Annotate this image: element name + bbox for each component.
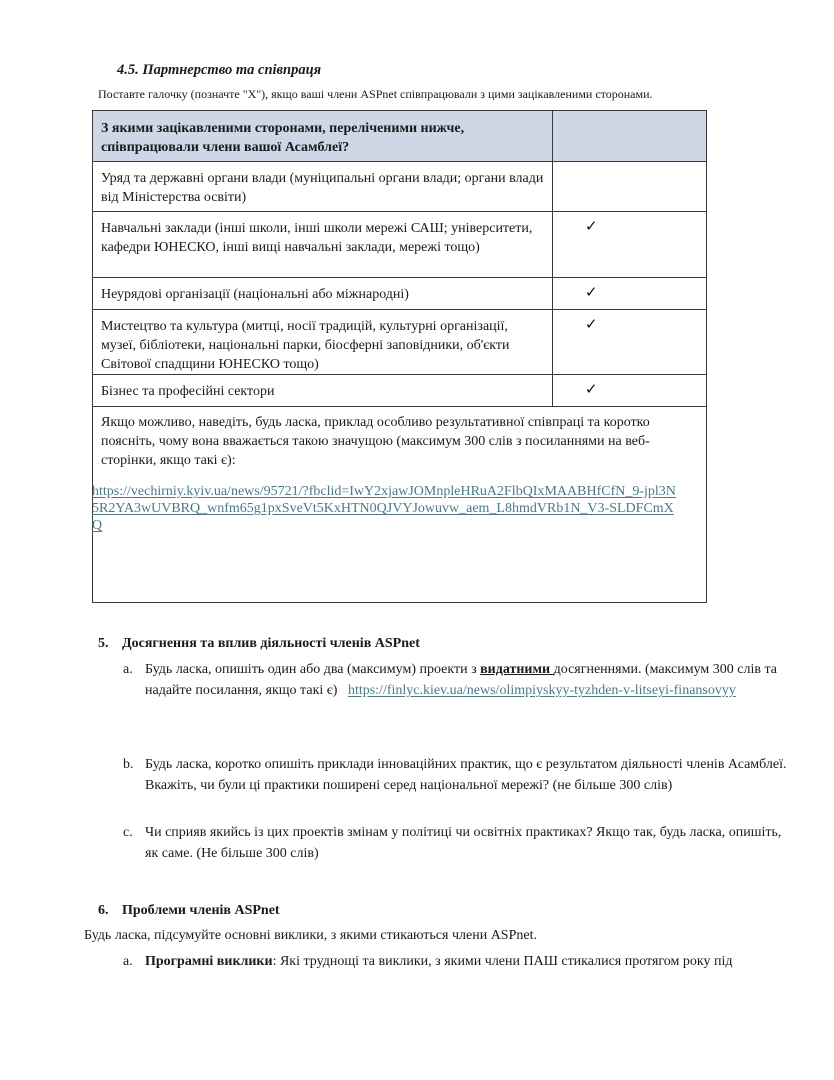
stakeholder-label: Мистецтво та культура (митці, носії традицій, культурні організації, музеї, бібліотеки, національні парки, біосферні заповідники, об'єкти Світової спадщини ЮНЕСКО тощо) <box>93 310 553 374</box>
table-row <box>93 375 706 407</box>
section-5-number: 5. <box>98 636 109 651</box>
stakeholder-label: Уряд та державні органи влади (муніципальні органи влади; органи влади від Міністерства освіти) <box>93 162 553 211</box>
item-text-after: досягненнями. (максимум 300 слів та надайте посилання, якщо такі є) <box>145 662 777 698</box>
item-label: a. <box>123 954 133 969</box>
section-4-5-title: 4.5. Партнерство та співпраця <box>117 62 322 78</box>
section-5-item-a <box>123 659 785 701</box>
item-emphasis: видатними <box>480 662 554 677</box>
section-5-title: Досягнення та вплив діяльності членів ASPnet <box>122 636 420 651</box>
check-cell[interactable] <box>553 375 706 406</box>
achievement-link[interactable]: https://finlyc.kiev.ua/news/olimpiyskyy-tyzhden-v-litseyi-finansovyy <box>347 683 736 698</box>
item-label: a. <box>123 662 133 677</box>
section-5-heading <box>98 636 420 652</box>
collaboration-example-cell[interactable] <box>93 407 706 602</box>
item-text: Будь ласка, коротко опишіть приклади інноваційних практик, що є результатом діяльності членів Асамблеї. Вкажіть, чи були ці практики поширені серед національної мережі? (не більше 300 слів) <box>145 757 787 793</box>
item-text: Чи сприяв якийсь із цих проектів змінам у політиці чи освітніх практиках? Якщо так, будь ласка, опишіть, як саме. (Не більше 300 слів) <box>145 825 782 861</box>
table-row <box>93 278 706 310</box>
section-5-item-c <box>123 822 785 864</box>
check-cell[interactable] <box>553 212 706 277</box>
table-row <box>93 310 706 375</box>
table-row <box>93 212 706 278</box>
item-text: : Які труднощі та виклики, з якими члени ПАШ стикалися протягом року під <box>272 954 733 969</box>
check-cell[interactable] <box>553 162 706 211</box>
checkmark-icon: ✓ <box>585 380 598 398</box>
table-row <box>93 162 706 212</box>
item-bold-label: Програмні виклики <box>145 954 273 969</box>
stakeholder-label: Навчальні заклади (інші школи, інші школи мережі САШ; університети, кафедри ЮНЕСКО, інші вищі навчальні заклади, мережі тощо) <box>93 212 553 277</box>
collaboration-example-link[interactable]: https://vechirniy.kyiv.ua/news/95721/?fbclid=IwY2xjawJOMnpleHRuA2FlbQIxMAABHfCfN_9-jpl3N5R2YA3wUVBRQ_wnfm65g1pxSveVt5KxHTN0QJVYJowuvw_aem_L8hmdVRb1N_V3-SLDFCmXQ <box>92 484 676 533</box>
check-cell[interactable] <box>553 310 706 374</box>
section-6-title: Проблеми членів ASPnet <box>122 903 280 918</box>
item-label: b. <box>123 757 134 772</box>
checkmark-icon: ✓ <box>585 217 598 235</box>
item-text: Будь ласка, опишіть один або два (максимум) проекти з <box>145 662 481 677</box>
stakeholder-label: Неурядові організації (національні або міжнародні) <box>93 278 553 309</box>
section-6-heading <box>98 903 280 919</box>
section-5-item-b <box>123 754 795 796</box>
section-6-item-a <box>123 951 805 972</box>
stakeholders-table <box>92 110 707 603</box>
table-header-mark-cell <box>553 111 706 161</box>
section-6-intro: Будь ласка, підсумуйте основні виклики, з якими стикаються члени ASPnet. <box>84 928 537 943</box>
section-4-5-instruction: Поставте галочку (позначте "X"), якщо ваші члени ASPnet співпрацювали з цими зацікавленими сторонами. <box>98 87 653 101</box>
collaboration-example-prompt: Якщо можливо, наведіть, будь ласка, приклад особливо результативної співпраці та коротко поясніть, чому вона вважається такою значущою (максимум 300 слів з посиланнями на веб-сторінки, якщо такі є): <box>101 415 650 468</box>
table-header-row <box>93 111 706 162</box>
section-6-number: 6. <box>98 903 109 918</box>
checkmark-icon: ✓ <box>585 315 598 333</box>
table-header-question: З якими зацікавленими сторонами, переліченими нижче, співпрацювали члени вашої Асамблеї? <box>93 111 553 161</box>
stakeholder-label: Бізнес та професійні сектори <box>93 375 553 406</box>
checkmark-icon: ✓ <box>585 283 598 301</box>
item-label: c. <box>123 825 133 840</box>
check-cell[interactable] <box>553 278 706 309</box>
